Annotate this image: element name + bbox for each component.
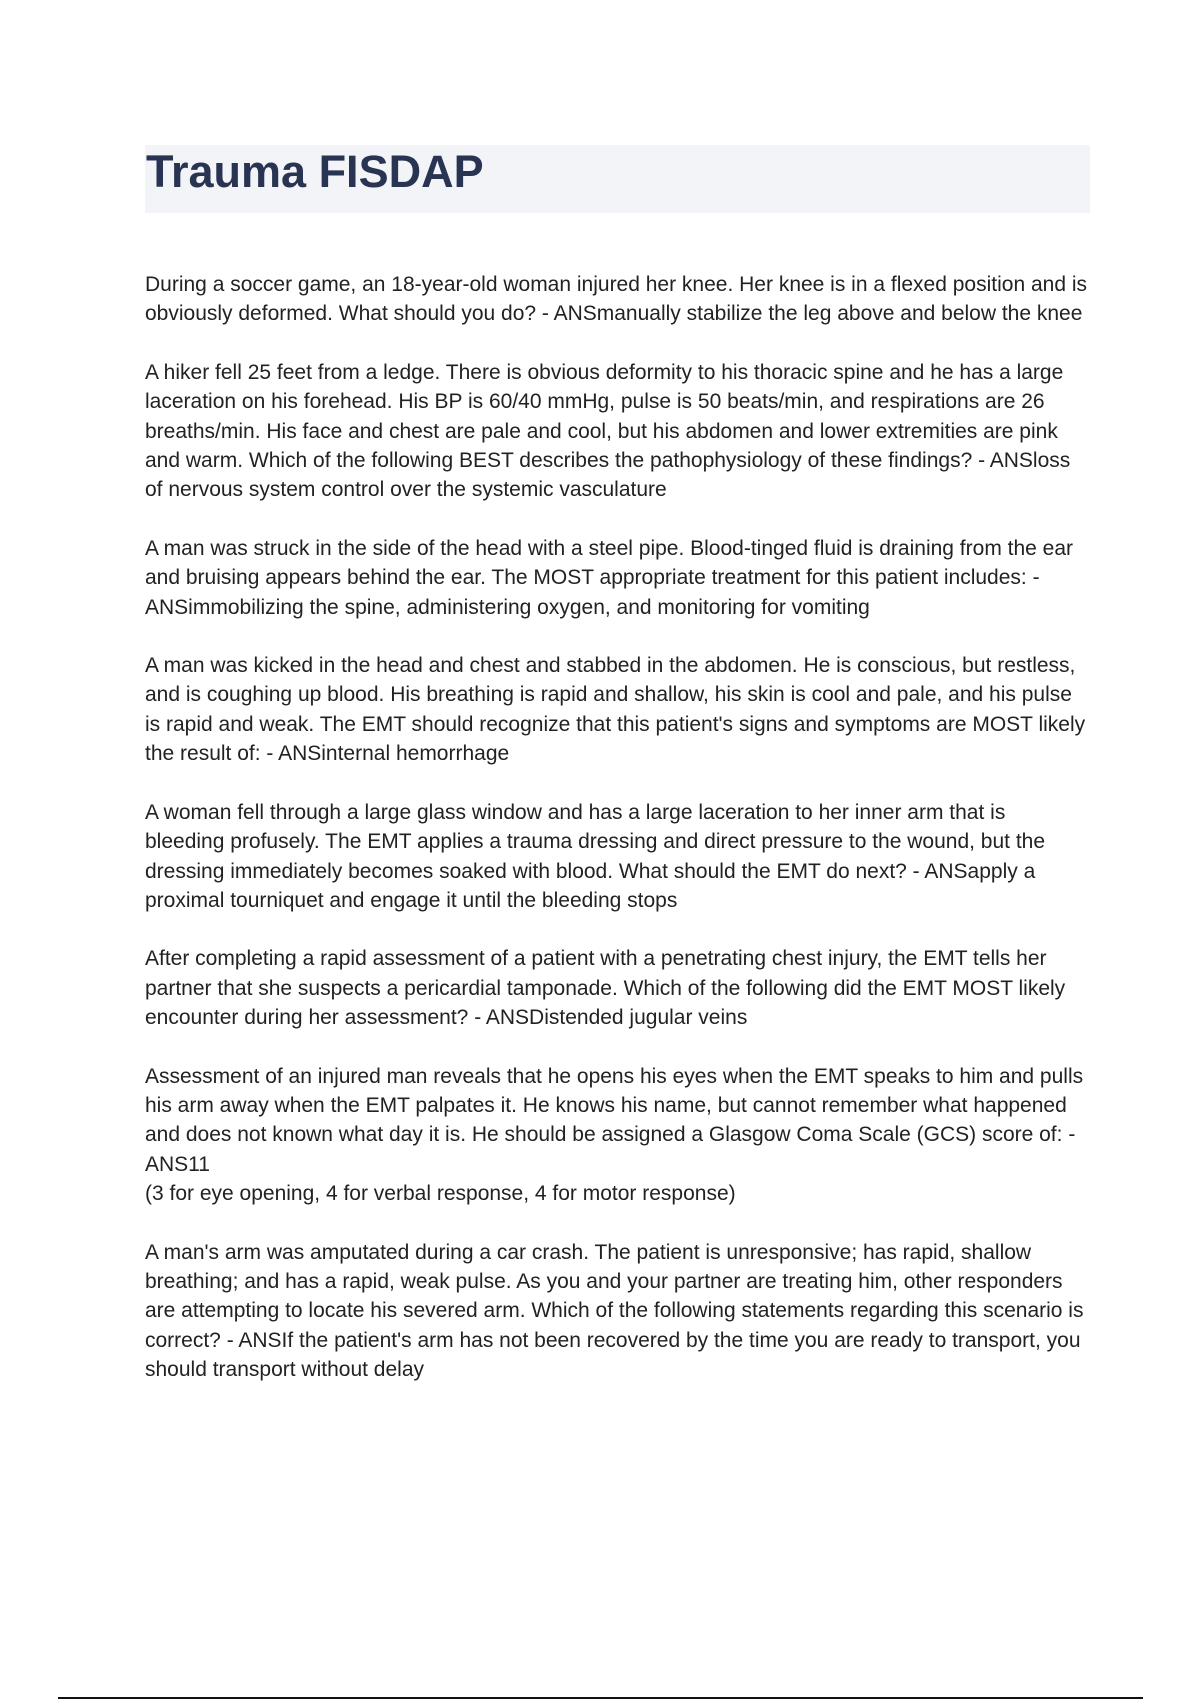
qa-item: A woman fell through a large glass window and has a large laceration to her inner arm that is bleeding profusely. The EMT applies a trauma dressing and direct pressure to the wound, but the dressing immediately becomes soaked with blood. What should the EMT do next? - ANSapply a proximal tourniquet and engage it until the bleeding stops	[145, 800, 1046, 912]
question-answer-list	[145, 270, 1090, 1414]
qa-item: Assessment of an injured man reveals that he opens his eyes when the EMT speaks to him and pulls his arm away when the EMT palpates it. He knows his name, but cannot remember what happened and does not known what day it is. He should be assigned a Glasgow Coma Scale (GCS) score of: - ANS11 (3 for eye opening, 4 for verbal response, 4 for motor response)	[145, 1064, 1084, 1206]
qa-item: A man was kicked in the head and chest and stabbed in the abdomen. He is conscious, but restless, and is coughing up blood. His breathing is rapid and shallow, his skin is cool and pale, and his pulse is rapid and weak. The EMT should recognize that this patient's signs and symptoms are MOST likely the result of: - ANSinternal hemorrhage	[145, 654, 1086, 766]
qa-item: After completing a rapid assessment of a patient with a penetrating chest injury, the EMT tells her partner that she suspects a pericardial tamponade. Which of the following did the EMT MOST likely encounter during her assessment? - ANSDistended jugular veins	[145, 947, 1066, 1030]
qa-item: During a soccer game, an 18-year-old woman injured her knee. Her knee is in a flexed position and is obviously deformed. What should you do? - ANSmanually stabilize the leg above and below the knee	[145, 273, 1088, 326]
qa-item: A hiker fell 25 feet from a ledge. There is obvious deformity to his thoracic spine and he has a large laceration on his forehead. His BP is 60/40 mmHg, pulse is 50 beats/min, and respirations are 26 breaths/min. His face and chest are pale and cool, but his abdomen and lower extremities are pink and warm. Which of the following BEST describes the pathophysiology of these findings? - ANSloss of nervous system control over the systemic vasculature	[145, 360, 1071, 502]
page-title: Trauma FISDAP	[146, 146, 484, 197]
qa-item: A man's arm was amputated during a car crash. The patient is unresponsive; has rapid, shallow breathing; and has a rapid, weak pulse. As you and your partner are treating him, other responders are attempting to locate his severed arm. Which of the following statements regarding this scenario is correct? - ANSIf the patient's arm has not been recovered by the time you are ready to transport, you should transport without delay	[145, 1240, 1084, 1382]
footer-divider	[58, 1697, 1143, 1699]
qa-item: A man was struck in the side of the head with a steel pipe. Blood-tinged fluid is draining from the ear and bruising appears behind the ear. The MOST appropriate treatment for this patient includes: - ANSimmobilizing the spine, administering oxygen, and monitoring for vomiting	[145, 536, 1074, 619]
